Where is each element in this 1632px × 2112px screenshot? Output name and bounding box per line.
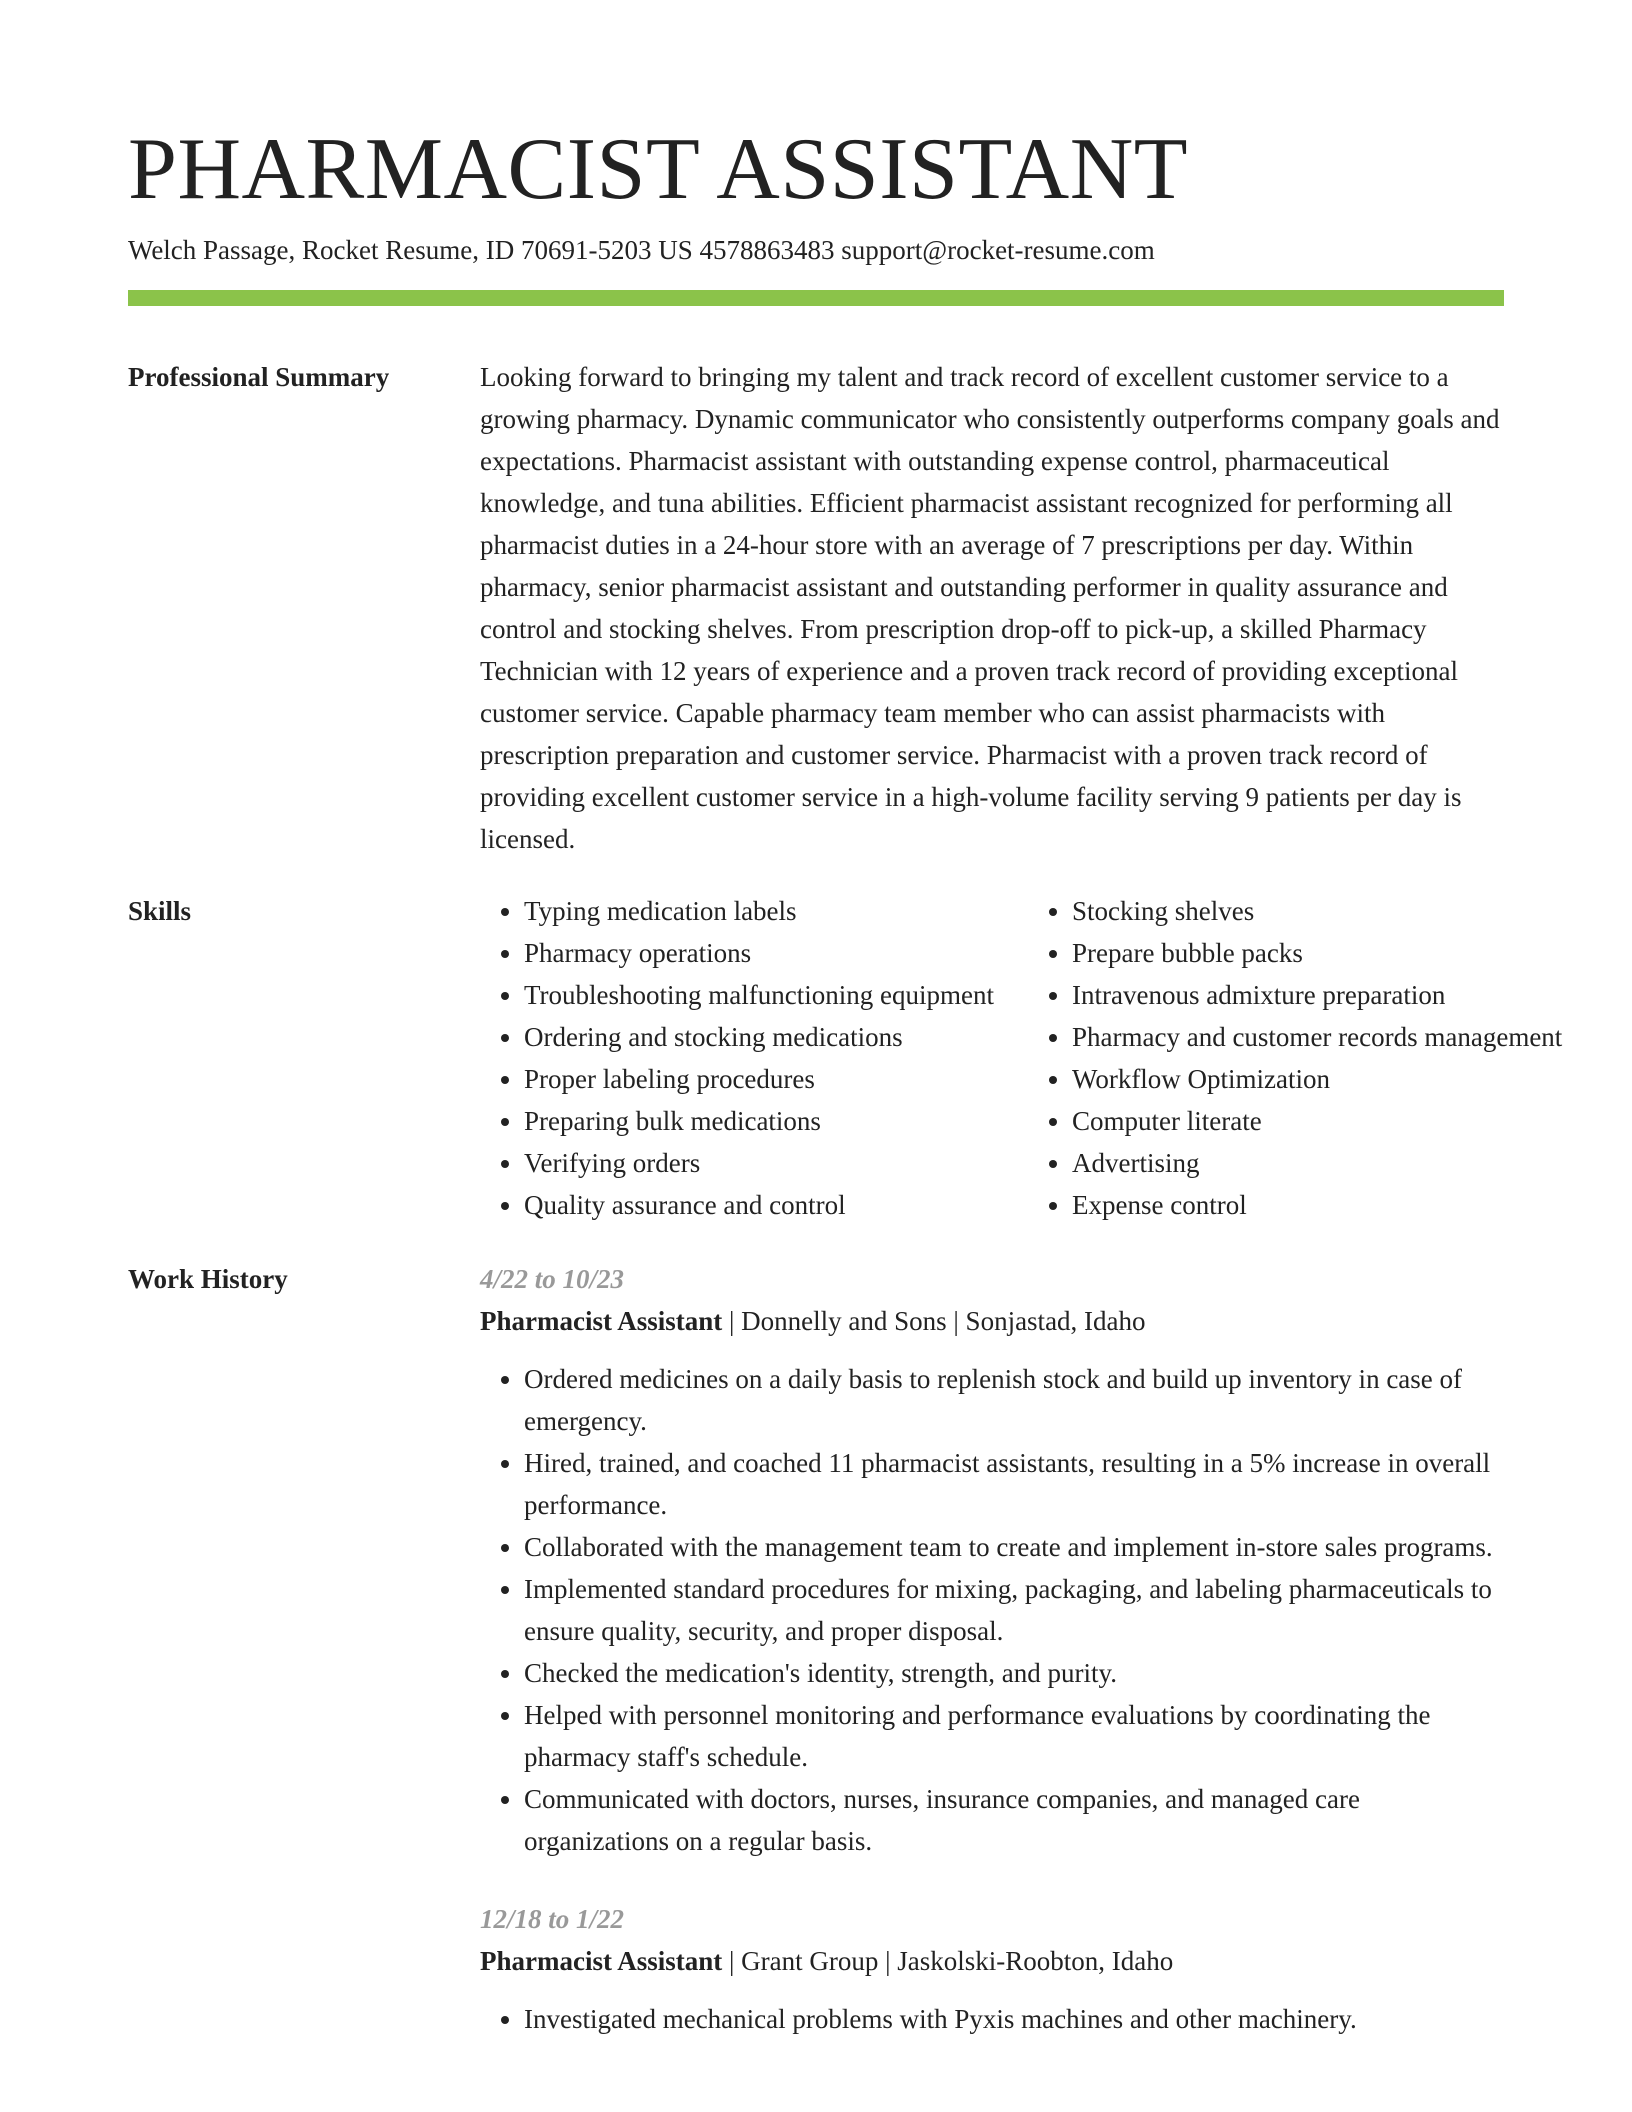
- section-professional-summary: [128, 356, 1504, 860]
- job-bullet: • Helped with personnel monitoring and performance evaluations by coordinating the pharmacy staff's schedule.: [524, 1694, 1504, 1778]
- skill-item: • Pharmacy and customer records management: [1072, 1016, 1576, 1058]
- contact-line: Welch Passage, Rocket Resume, ID 70691-5203 US 4578863483 support@rocket-resume.com: [128, 235, 1155, 265]
- accent-divider: [128, 290, 1504, 306]
- skill-item: • Preparing bulk medications: [524, 1100, 1028, 1142]
- skill-item: • Computer literate: [1072, 1100, 1576, 1142]
- skill-item: • Prepare bubble packs: [1072, 932, 1576, 974]
- skills-list-left: [480, 890, 1028, 1226]
- skill-item: • Verifying orders: [524, 1142, 1028, 1184]
- skill-item: • Stocking shelves: [1072, 890, 1576, 932]
- section-work-history: [128, 1258, 1504, 2040]
- section-title: Work History: [128, 1264, 288, 1294]
- job-dates: 12/18 to 1/22: [480, 1904, 625, 1934]
- job-dates: 4/22 to 10/23: [480, 1264, 625, 1294]
- resume-page: [128, 118, 1563, 2040]
- job-bullet: • Implemented standard procedures for mixing, packaging, and labeling pharmaceuticals to ensure quality, security, and proper disposal.: [524, 1568, 1504, 1652]
- job-title: Pharmacist Assistant: [480, 1946, 723, 1976]
- job-company-location: | Grant Group | Jaskolski-Roobton, Idaho: [722, 1946, 1174, 1976]
- skill-item: • Typing medication labels: [524, 890, 1028, 932]
- job-title: Pharmacist Assistant: [480, 1306, 723, 1336]
- skill-item: • Workflow Optimization: [1072, 1058, 1576, 1100]
- section-title: Skills: [128, 896, 192, 926]
- section-title: Professional Summary: [128, 362, 390, 392]
- job-bullet: • Communicated with doctors, nurses, insurance companies, and managed care organizations on a regular basis.: [524, 1778, 1504, 1862]
- skill-item: • Proper labeling procedures: [524, 1058, 1028, 1100]
- job-bullets: [480, 1358, 1504, 1862]
- job-bullet: • Hired, trained, and coached 11 pharmacist assistants, resulting in a 5% increase in overall performance.: [524, 1442, 1504, 1526]
- section-skills: [128, 890, 1563, 1226]
- skill-item: • Pharmacy operations: [524, 932, 1028, 974]
- job-bullets: [480, 1998, 1504, 2040]
- skill-item: • Troubleshooting malfunctioning equipment: [524, 974, 1028, 1016]
- job-bullet: • Checked the medication's identity, strength, and purity.: [524, 1652, 1504, 1694]
- job-heading: [480, 1300, 1504, 1342]
- job-heading: [480, 1940, 1504, 1982]
- skill-item: • Expense control: [1072, 1184, 1576, 1226]
- skill-item: • Advertising: [1072, 1142, 1576, 1184]
- skill-item: • Intravenous admixture preparation: [1072, 974, 1576, 1016]
- job-bullet: • Ordered medicines on a daily basis to replenish stock and build up inventory in case of emergency.: [524, 1358, 1504, 1442]
- skills-list-right: [1028, 890, 1576, 1226]
- skill-item: • Ordering and stocking medications: [524, 1016, 1028, 1058]
- job-bullet: • Investigated mechanical problems with Pyxis machines and other machinery.: [524, 1998, 1504, 2040]
- job-company-location: | Donnelly and Sons | Sonjastad, Idaho: [722, 1306, 1146, 1336]
- skills-columns: [480, 890, 1576, 1226]
- summary-text: Looking forward to bringing my talent and track record of excellent customer service to a growing pharmacy. Dynamic communicator who consistently outperforms company goals and expectations. Pharmacist assistant with outstanding expense control, pharmaceutical knowledge, and tuna abilities. Efficient pharmacist assistant recognized for performing all pharmacist duties in a 24-hour store with an average of 7 prescriptions per day. Within pharmacy, senior pharmacist assistant and outstanding performer in quality assurance and control and stocking shelves. From prescription drop-off to pick-up, a skilled Pharmacy Technician with 12 years of experience and a proven track record of providing exceptional customer service. Capable pharmacy team member who can assist pharmacists with prescription preparation and customer service. Pharmacist with a proven track record of providing excellent customer service in a high-volume facility serving 9 patients per day is licensed.: [480, 362, 1500, 854]
- job-entry: [480, 1258, 1504, 1862]
- work-history-body: [480, 1258, 1504, 2040]
- candidate-name: PHARMACIST ASSISTANT: [128, 121, 1189, 218]
- job-bullet: • Collaborated with the management team to create and implement in-store sales programs.: [524, 1526, 1504, 1568]
- skill-item: • Quality assurance and control: [524, 1184, 1028, 1226]
- job-entry: [480, 1898, 1504, 2040]
